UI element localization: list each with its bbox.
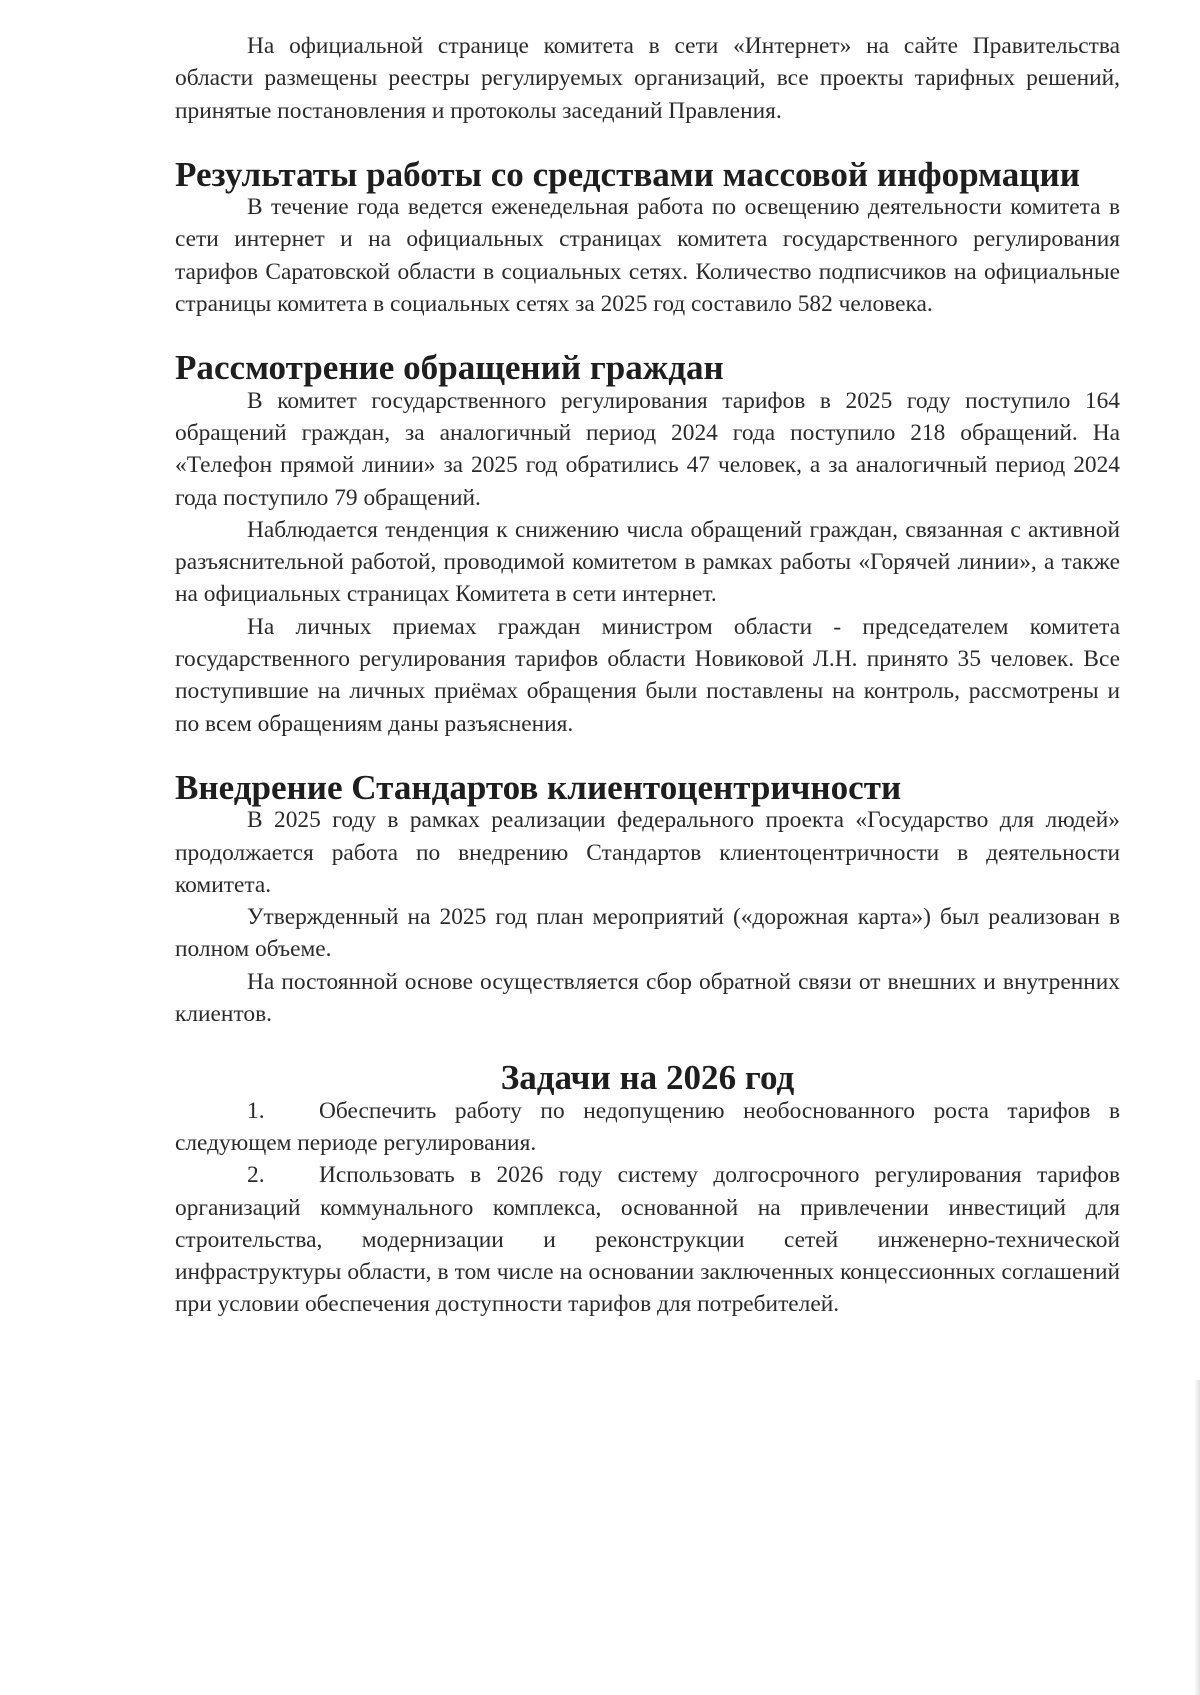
appeals-heading: Рассмотрение обращений граждан [175, 348, 724, 388]
standards-paragraph: Утвержденный на 2025 год план мероприятий («дорожная карта») был реализован в полном объеме. [175, 904, 1120, 963]
document-page [175, 30, 1120, 1321]
task-number: 2. [247, 1162, 265, 1189]
standards-heading: Внедрение Стандартов клиентоцентричности [175, 767, 902, 807]
tasks-section [175, 1058, 1120, 1320]
task-text: Обеспечить работу по недопущению необоснованного роста тарифов в следующем периоде регулирования. [175, 1097, 1120, 1156]
media-heading: Результаты работы со средствами массовой информации [175, 154, 1080, 194]
standards-paragraph: В 2025 году в рамках реализации федерального проекта «Государство для людей» продолжается работа по внедрению Стандартов клиентоцентричности в деятельности комитета. [175, 807, 1120, 898]
appeals-section [175, 348, 1120, 740]
task-item [175, 1095, 1120, 1160]
appeals-paragraph: На личных приемах граждан министром области - председателем комитета государственного регулирования тарифов области Новиковой Л.Н. принято 35 человек. Все поступившие на личных приёмах обращения были поставлены на контроль, рассмотрены и по всем обращениям даны разъяснения. [175, 613, 1120, 737]
tasks-heading: Задачи на 2026 год [500, 1058, 795, 1098]
media-paragraph: В течение года ведется еженедельная работа по освещению деятельности комитета в сети интернет и на официальных страницах комитета государственного регулирования тарифов Саратовской области в социальных сетях. Количество подписчиков на официальные страницы комитета в социальных сетях за 2025 год составило 582 человека. [175, 194, 1120, 318]
standards-section [175, 767, 1120, 1030]
task-text: Использовать в 2026 году систему долгосрочного регулирования тарифов организаций коммунального комплекса, основанной на привлечении инвестиций для строительства, модернизации и реконструкции сетей инженерно-технической инфраструктуры области, в том числе на основании заключенных концессионных соглашений при условии обеспечения доступности тарифов для потребителей. [175, 1162, 1120, 1318]
appeals-paragraph: Наблюдается тенденция к снижению числа обращений граждан, связанная с активной разъяснительной работой, проводимой комитетом в рамках работы «Горячей линии», а также на официальных страницах Комитета в сети интернет. [175, 516, 1120, 608]
task-number: 1. [247, 1097, 265, 1124]
scan-edge-shadow [1194, 1380, 1200, 1695]
standards-paragraph: На постоянной основе осуществляется сбор обратной связи от внешних и внутренних клиентов. [175, 968, 1120, 1028]
media-section [175, 154, 1120, 320]
appeals-paragraph: В комитет государственного регулирования тарифов в 2025 году поступило 164 обращений граждан, за аналогичный период 2024 года поступило 218 обращений. На «Телефон прямой линии» за 2025 год обратились 47 человек, а за аналогичный период 2024 года поступило 79 обращений. [175, 387, 1120, 511]
intro-paragraph: На официальной странице комитета в сети «Интернет» на сайте Правительства области размещены реестры регулируемых организаций, все проекты тарифных решений, принятые постановления и протоколы заседаний Правления. [175, 33, 1120, 124]
task-item [175, 1159, 1120, 1320]
